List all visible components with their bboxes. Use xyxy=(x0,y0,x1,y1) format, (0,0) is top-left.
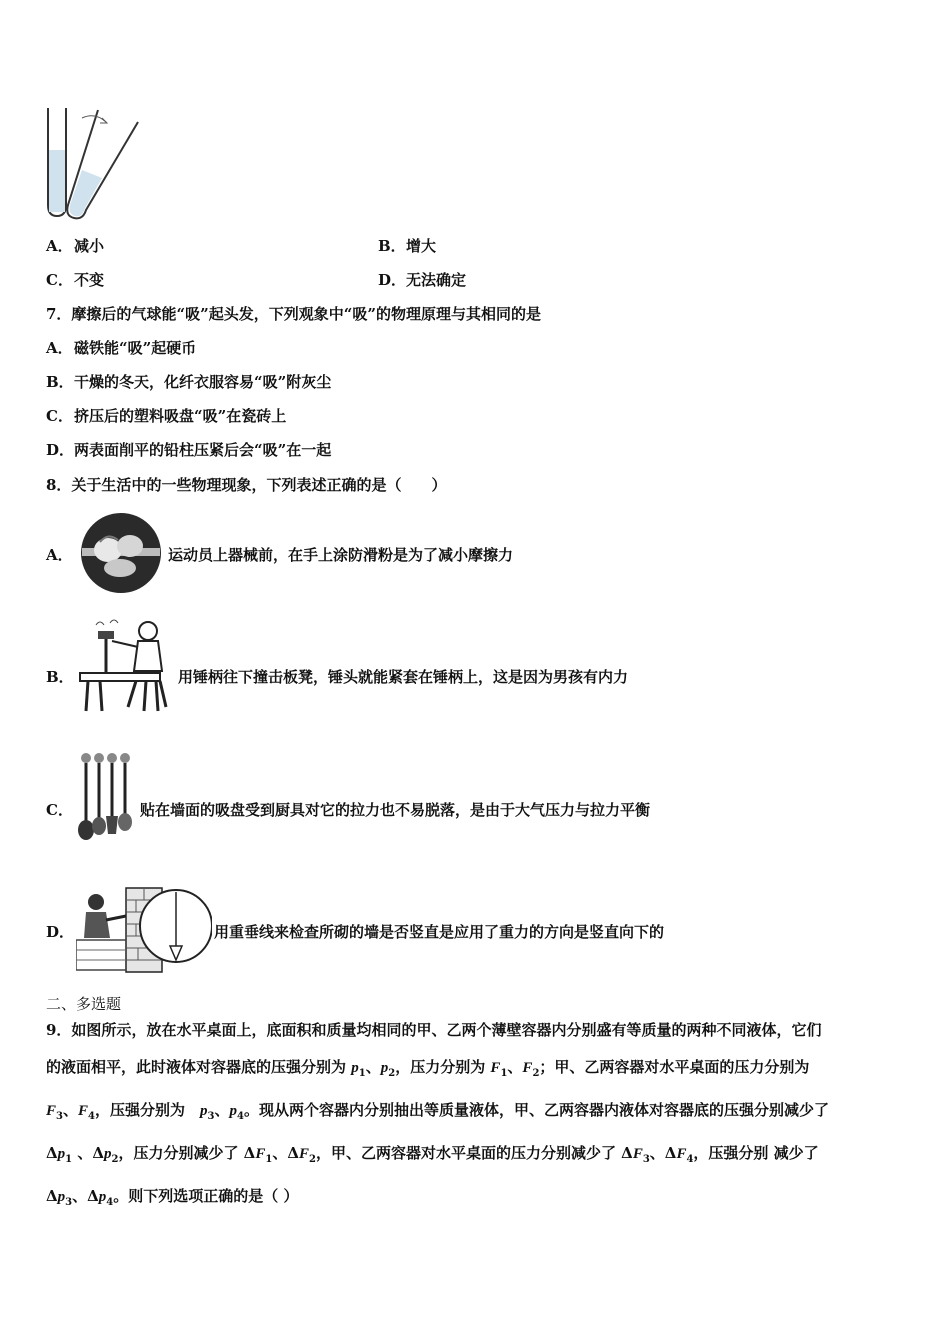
q8-option-d-label: D． xyxy=(46,923,75,941)
q7-stem: 7．摩擦后的气球能“吸”起头发，下列观象中“吸”的物理原理与其相同的是 xyxy=(46,305,541,323)
q8-option-d-text: 用重垂线来检查所砌的墙是否竖直是应用了重力的方向是竖直向下的 xyxy=(214,923,665,941)
q6-option-c: C．不变 xyxy=(46,271,105,289)
chalk-hands-image xyxy=(78,512,164,594)
q9-line-5: $\Delta p_3$、$\Delta p_4$。则下列选项正确的是（ ） xyxy=(46,1187,299,1208)
q7-option-a: A．磁铁能“吸”起硬币 xyxy=(46,339,197,357)
test-tube-figure xyxy=(40,100,150,220)
boy-hammer-bench-image xyxy=(76,617,176,715)
q8-option-c-text: 贴在墙面的吸盘受到厨具对它的拉力也不易脱落，是由于大气压力与拉力平衡 xyxy=(140,801,651,819)
q8-stem: 8．关于生活中的一些物理现象，下列表述正确的是（ ） xyxy=(46,476,447,494)
q7-option-c: C．挤压后的塑料吸盘“吸”在瓷砖上 xyxy=(46,407,287,425)
q9-line-4: $\Delta p_1$ 、$\Delta p_2$，压力分别减少了 $\Delta F_1$、$\Delta F_2$，甲、乙两容器对水平桌面的压力分别减少了 $\Delta F_3$、$\Delta F_4$，压强分别 减少了 xyxy=(46,1144,819,1165)
q7-option-d: D．两表面削平的铅柱压紧后会“吸”在一起 xyxy=(46,441,332,459)
q6-option-a: A．减小 xyxy=(46,237,105,255)
section-title: 二、多选题 xyxy=(46,995,122,1013)
plumb-line-wall-image xyxy=(76,880,212,974)
q8-option-a-label: A． xyxy=(46,546,73,564)
q9-line-1: 9．如图所示，放在水平桌面上，底面积和质量均相同的甲、乙两个薄壁容器内分别盛有等质量的两种不同液体，它们 xyxy=(46,1021,822,1039)
q8-option-a-text: 运动员上器械前，在手上涂防滑粉是为了减小摩擦力 xyxy=(168,546,514,564)
q9-paragraph xyxy=(46,1012,906,1221)
q7-option-b: B．干燥的冬天，化纤衣服容易“吸”附灰尘 xyxy=(46,373,332,391)
q9-line-2: 的液面相平，此时液体对容器底的压强分别为 $p_1$、$p_2$，压力分别为 $F_1$、$F_2$；甲、乙两容器对水平桌面的压力分别为 xyxy=(46,1058,810,1079)
q8-option-b-text: 用锤柄往下撞击板凳，锤头就能紧套在锤柄上，这是因为男孩有内力 xyxy=(178,668,629,686)
q8-option-b-label: B． xyxy=(46,668,74,686)
q8-option-c-label: C． xyxy=(46,801,73,819)
q6-option-b: B．增大 xyxy=(378,237,437,255)
q9-line-3: $F_3$、$F_4$，压强分别为 $p_3$、$p_4$。现从两个容器内分别抽出等质量液体，甲、乙两容器内液体对容器底的压强分别减少了 xyxy=(46,1101,829,1122)
kitchen-utensils-image xyxy=(74,750,138,844)
q6-option-d: D．无法确定 xyxy=(378,271,467,289)
